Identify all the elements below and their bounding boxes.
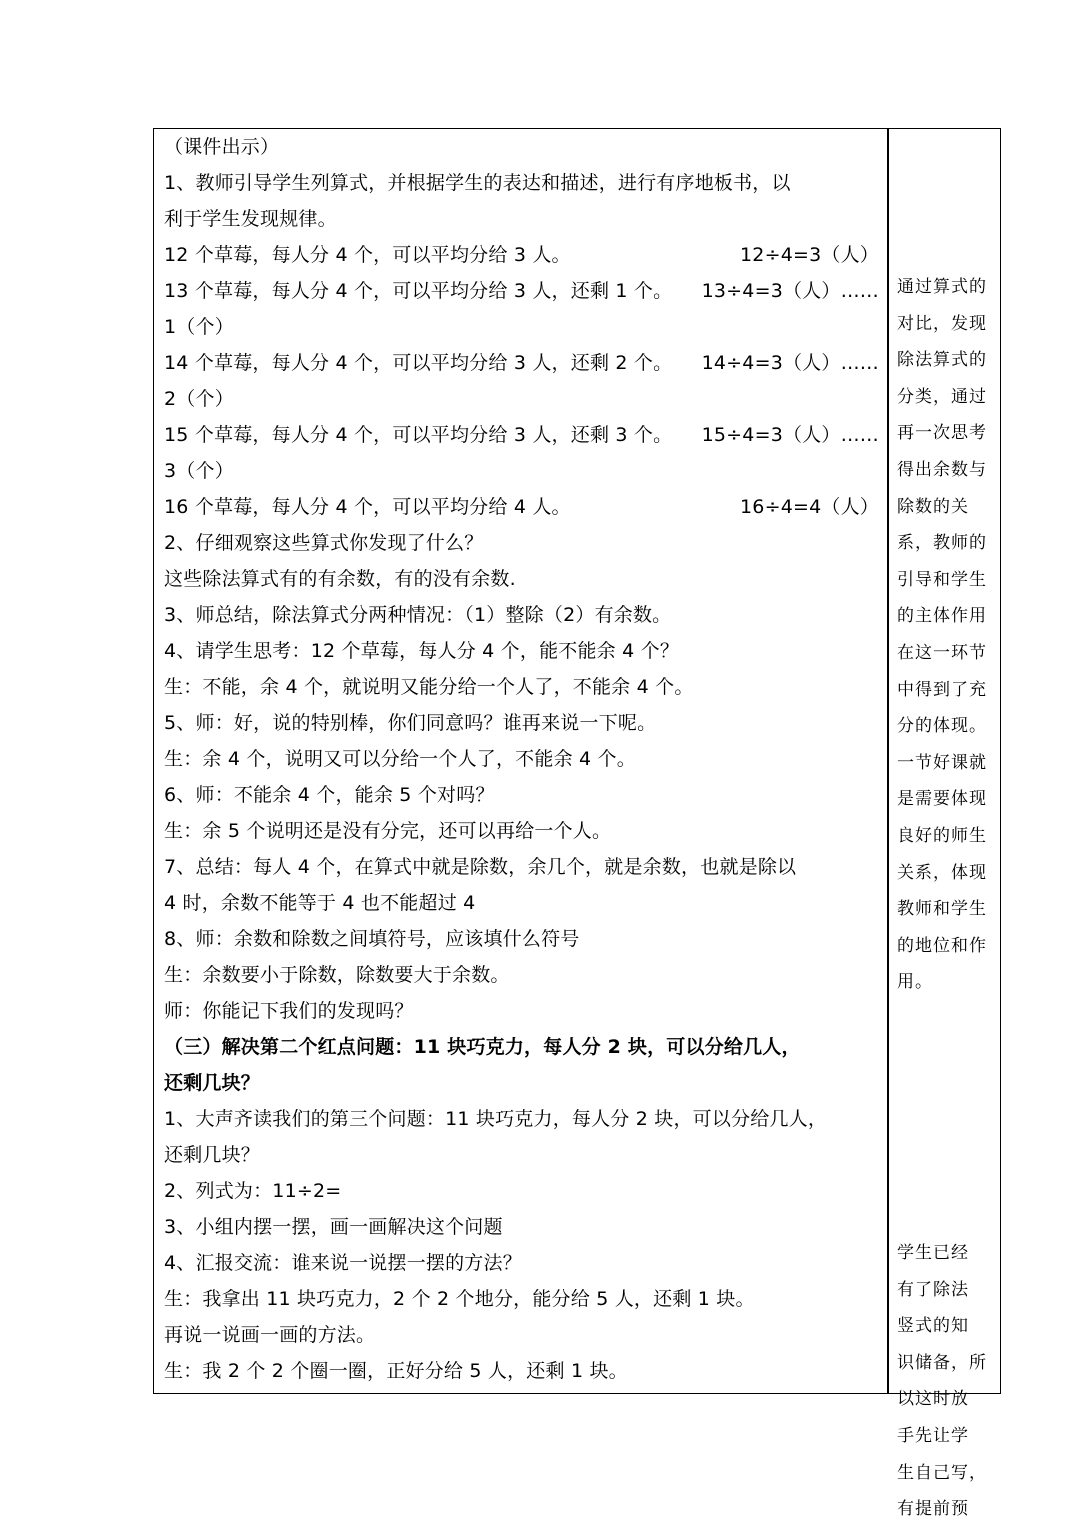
line-text: 2、仔细观察这些算式你发现了什么？ [164,532,484,554]
line-text: 5、师：好，说的特别棒，你们同意吗？谁再来说一下呢。 [164,712,657,734]
line-text: 15 个草莓，每人分 4 个，可以平均分给 3 人，还剩 3 个。 [164,424,673,446]
text-line [164,489,879,525]
note-line: 系，教师的 [897,533,987,554]
text-line [164,885,879,921]
line-text: 4 时，余数不能等于 4 也不能超过 4 [164,892,476,914]
text-line [164,1317,879,1353]
teaching-notes-2 [897,1235,997,1528]
note-line: 得出余数与 [897,459,987,480]
line-text: 13 个草莓，每人分 4 个，可以平均分给 3 人，还剩 1 个。 [164,280,673,302]
text-line [164,705,879,741]
note-line: 的主体作用 [897,606,987,627]
text-line [164,309,879,345]
note-line: 引导和学生 [897,569,987,590]
calc-expression: 14÷4=3（人）…… [701,352,879,374]
line-text: 1、大声齐读我们的第三个问题：11 块巧克力，每人分 2 块，可以分给几人， [164,1108,828,1130]
line-text: 师：你能记下我们的发现吗？ [164,1000,414,1022]
note-line: 对比，发现 [897,313,987,334]
note-line: 用。 [897,972,933,993]
text-line [164,921,879,957]
note-line: 有了除法 [897,1279,969,1300]
text-line [164,669,879,705]
line-text: 还剩几块？ [164,1072,261,1094]
line-text: 12 个草莓，每人分 4 个，可以平均分给 3 人。 [164,244,571,266]
note-line: 分类，通过 [897,386,987,407]
lesson-plan-table [153,128,1001,1520]
note-line: 关系，体现 [897,862,987,883]
line-text: 7、总结：每人 4 个，在算式中就是除数，余几个，就是余数，也就是除以 [164,856,797,878]
calc-expression: 12÷4=3（人） [740,244,879,266]
text-line [164,1137,879,1173]
note-line: 中得到了充 [897,679,987,700]
text-line [164,1065,879,1101]
line-text: 生：余数要小于除数，除数要大于余数。 [164,964,510,986]
text-line [164,525,879,561]
text-line [164,201,879,237]
text-line [164,129,879,165]
line-text: 1（个） [164,316,234,338]
note-line: 在这一环节 [897,642,987,663]
note-line: 良好的师生 [897,825,987,846]
text-line [164,237,879,273]
line-text: 生：余 4 个，说明又可以分给一个人了，不能余 4 个。 [164,748,636,770]
note-line: 学生已经 [897,1243,969,1263]
text-line [164,1209,879,1245]
note-line: 有提前预 [897,1499,969,1520]
note-line: 生自己写， [897,1462,987,1483]
line-text: 6、师：不能余 4 个，能余 5 个对吗？ [164,784,495,806]
note-line: 是需要体现 [897,789,987,810]
note-line: 手先让学 [897,1425,969,1446]
line-text: （三）解决第二个红点问题：11 块巧克力，每人分 2 块，可以分给几人， [164,1036,801,1058]
text-line [164,1245,879,1281]
line-text: 这些除法算式有的有余数，有的没有余数. [164,568,516,590]
text-line [164,273,879,309]
line-text: 3、小组内摆一摆，画一画解决这个问题 [164,1216,503,1238]
line-text: 14 个草莓，每人分 4 个，可以平均分给 3 人，还剩 2 个。 [164,352,673,374]
text-line [164,993,879,1029]
note-line: 除数的关 [897,496,969,517]
note-line: 再一次思考 [897,423,987,444]
main-content-column [164,129,879,1389]
line-text: 3、师总结，除法算式分两种情况：（1）整除（2）有余数。 [164,604,672,626]
line-text: 利于学生发现规律。 [164,208,337,230]
calc-expression: 15÷4=3（人）…… [701,424,879,446]
line-text: 4、请学生思考：12 个草莓，每人分 4 个，能不能余 4 个？ [164,640,680,662]
text-line [164,345,879,381]
line-text: 生：不能，余 4 个，就说明又能分给一个人了，不能余 4 个。 [164,676,694,698]
note-line: 的地位和作 [897,935,987,956]
note-line: 分的体现。 [897,716,987,737]
text-line [164,1353,879,1389]
line-text: 生：我 2 个 2 个圈一圈，正好分给 5 人，还剩 1 块。 [164,1360,628,1382]
line-text: 4、汇报交流：谁来说一说摆一摆的方法？ [164,1252,522,1274]
text-line [164,1281,879,1317]
text-line [164,1029,879,1065]
text-line [164,561,879,597]
teaching-notes-1 [897,269,997,1001]
text-line [164,1173,879,1209]
line-text: 3（个） [164,460,234,482]
line-text: 再说一说画一画的方法。 [164,1324,376,1346]
line-text: 生：我拿出 11 块巧克力，2 个 2 个地分，能分给 5 人，还剩 1 块。 [164,1288,755,1310]
text-line [164,453,879,489]
line-text: 生：余 5 个说明还是没有分完，还可以再给一个人。 [164,820,612,842]
text-line [164,777,879,813]
line-text: 还剩几块？ [164,1144,261,1166]
line-text: 2（个） [164,388,234,410]
note-line: 以这时放 [897,1389,969,1410]
text-line [164,957,879,993]
text-line [164,813,879,849]
note-line: 教师和学生 [897,899,987,920]
text-line [164,849,879,885]
note-line: 通过算式的 [897,277,987,297]
text-line [164,417,879,453]
text-line [164,165,879,201]
calc-expression: 13÷4=3（人）…… [701,280,879,302]
text-line [164,741,879,777]
line-text: 2、列式为：11÷2= [164,1180,342,1202]
text-line [164,381,879,417]
line-text: 8、师：余数和除数之间填符号，应该填什么符号 [164,928,580,950]
note-line: 竖式的知 [897,1316,969,1337]
text-line [164,1101,879,1137]
column-divider [887,129,889,1393]
note-line: 识储备，所 [897,1352,987,1373]
line-text: 16 个草莓，每人分 4 个，可以平均分给 4 人。 [164,496,571,518]
note-line: 除法算式的 [897,350,987,371]
text-line [164,597,879,633]
note-line: 一节好课就 [897,752,987,773]
calc-expression: 16÷4=4（人） [740,496,879,518]
line-text: 1、教师引导学生列算式，并根据学生的表达和描述，进行有序地板书，以 [164,172,791,194]
text-line [164,633,879,669]
line-text: （课件出示） [164,136,280,158]
